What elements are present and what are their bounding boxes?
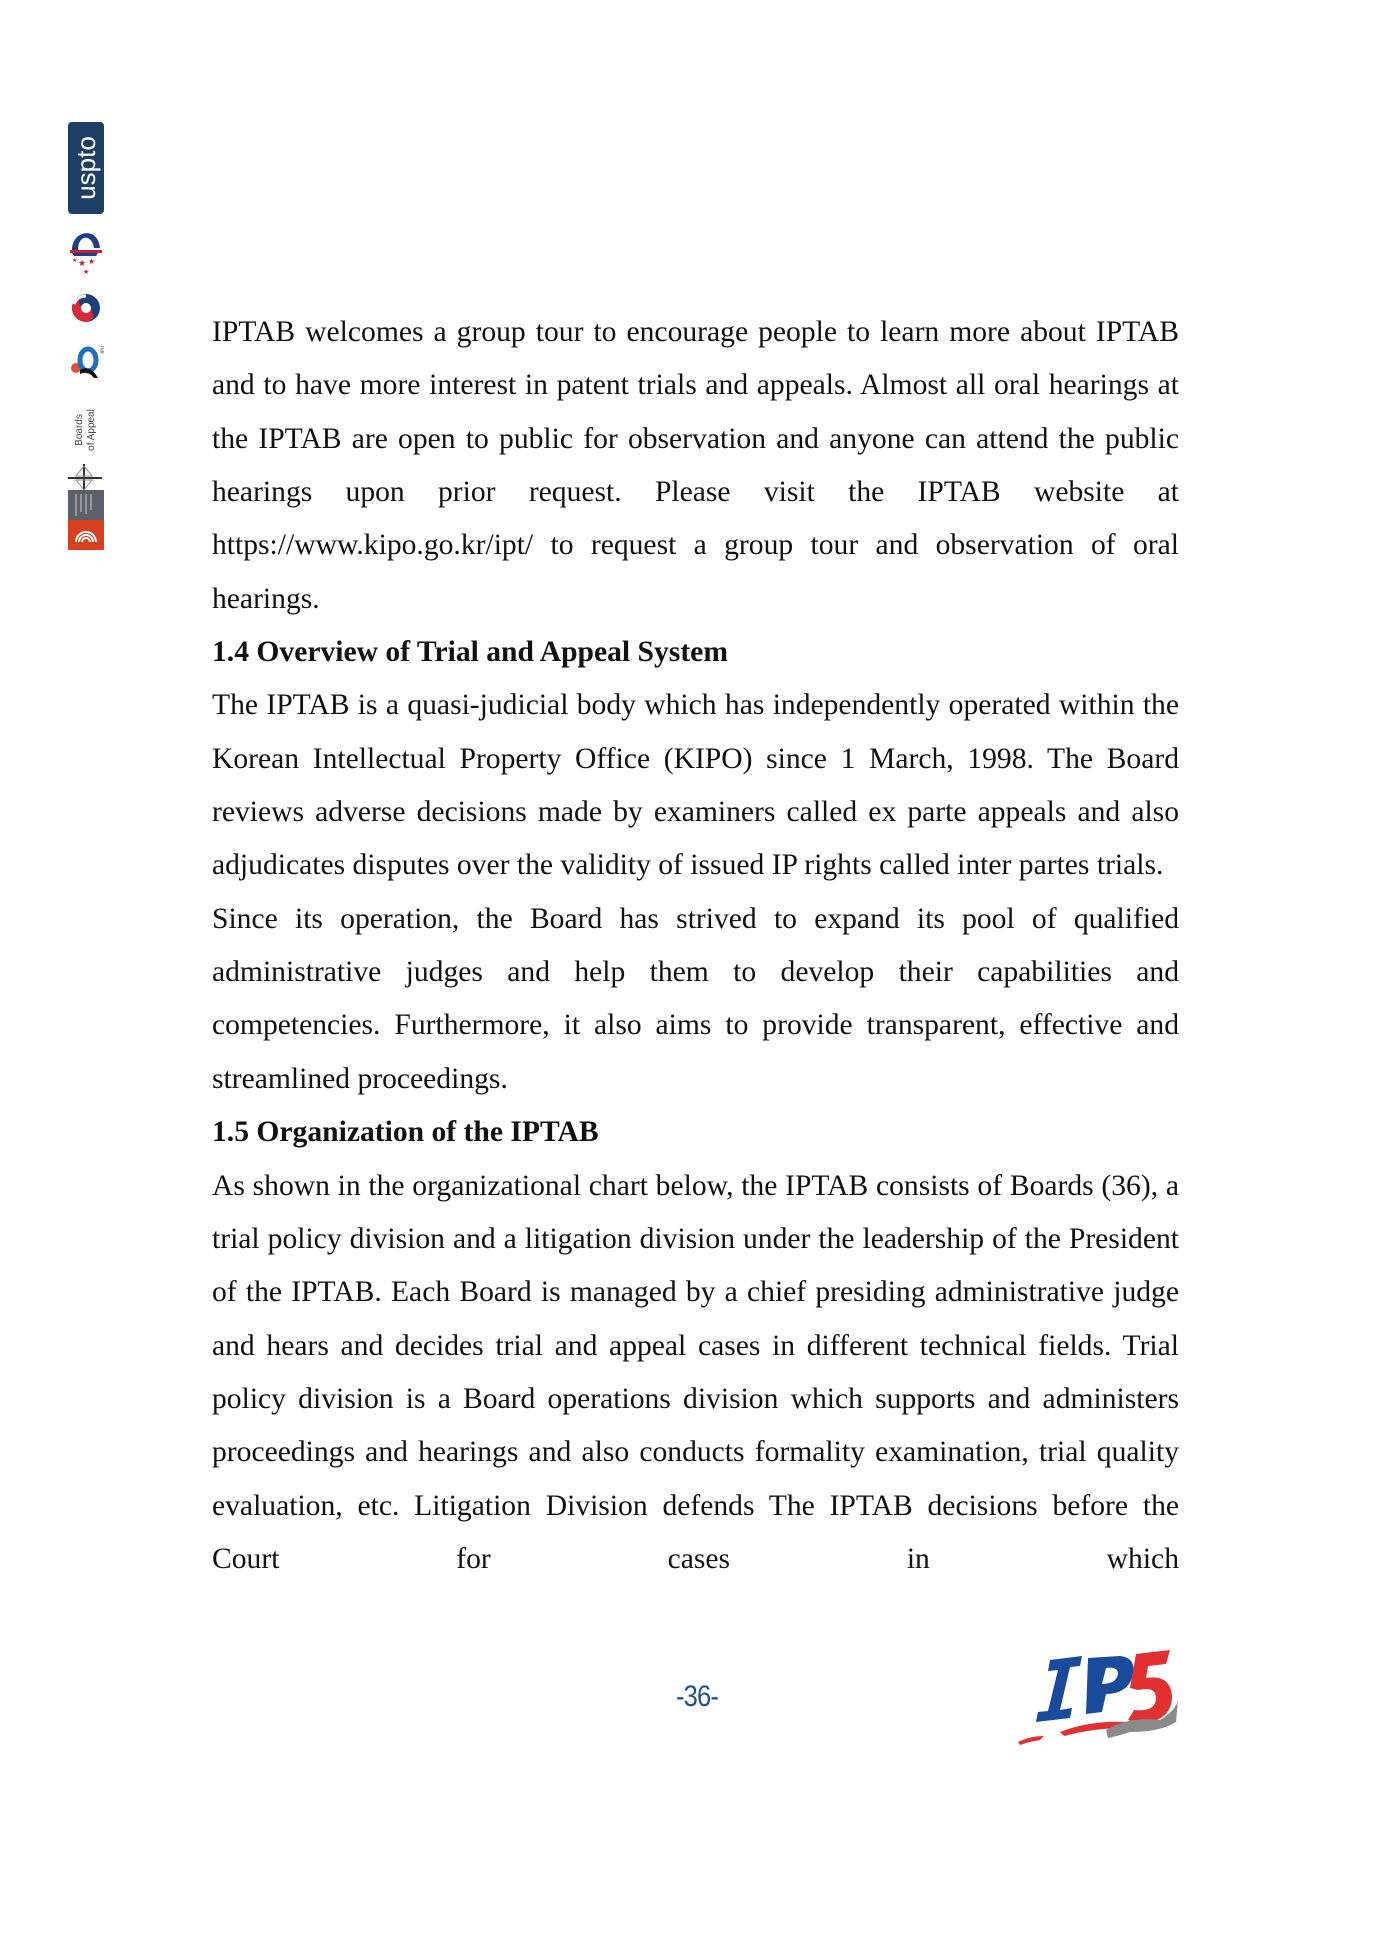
intro-paragraph: IPTAB welcomes a group tour to encourage people to learn more about IPTAB and to have more interest in patent trials and appeals. Almost all oral hearings at the IPTAB are open to public for observation and anyone can attend the public hearings upon prior request. Please visit the IPTAB website at https://www.kipo.go.kr/ipt/ to request a group tour and observation of oral hearings.	[212, 316, 1179, 615]
kipo-taegeuk-icon	[70, 292, 102, 324]
boards-of-appeal-logo	[62, 398, 110, 498]
document-body	[212, 306, 1179, 1586]
svg-text:IP5: IP5	[1010, 1650, 1012, 1651]
section-1-4-paragraph-2: Since its operation, the Board has strived to expand its pool of qualified administrative judges and help them to develop their capabilities and competencies. Furthermore, it also aims to provide transparent, effective and streamlined proceedings.	[212, 902, 1179, 1095]
svg-text:★: ★	[72, 258, 78, 264]
svg-text:JPO: JPO	[101, 345, 106, 354]
section-1-5-paragraph-1: As shown in the organizational chart below, the IPTAB consists of Boards (36), a trial policy division and a litigation division under the leadership of the President of the IPTAB. Each Board is managed by a chief presiding administrative judge and hears and decides trial and appeal cases in different technical fields. Trial policy division is a Board operations division which supports and administers proceedings and hearings and also conducts formality examination, trial quality evaluation, etc. Litigation Division defends The IPTAB decisions before the Court for cases in which	[212, 1169, 1179, 1575]
ip5-logo-icon	[1010, 1650, 1180, 1748]
svg-text:uspto: uspto	[71, 136, 101, 200]
section-1-4-paragraph-1: The IPTAB is a quasi-judicial body which has independently operated within the Korean Intellectual Property Office (KIPO) since 1 March, 1998. The Board reviews adverse decisions made by examiners called ex parte appeals and also adjudicates disputes over the validity of issued IP rights called inter partes trials.	[212, 689, 1179, 882]
euipo-logo-icon	[68, 490, 104, 550]
section-heading-1-4: 1.4 Overview of Trial and Appeal System	[212, 636, 728, 669]
svg-text:★: ★	[88, 257, 96, 266]
scales-of-justice-icon	[62, 398, 110, 498]
ptab-eagle-icon	[68, 222, 104, 276]
section-heading-1-5: 1.5 Organization of the IPTAB	[212, 1116, 599, 1149]
jpo-logo-icon	[68, 344, 108, 382]
svg-text:★: ★	[78, 258, 87, 268]
svg-text:Boards: Boards	[74, 414, 85, 446]
svg-text:of Appeal: of Appeal	[86, 409, 97, 451]
margin-logo-strip	[62, 118, 110, 558]
uspto-logo-icon	[68, 122, 104, 214]
svg-text:★: ★	[83, 268, 90, 276]
page-number: -36-	[676, 1680, 718, 1713]
